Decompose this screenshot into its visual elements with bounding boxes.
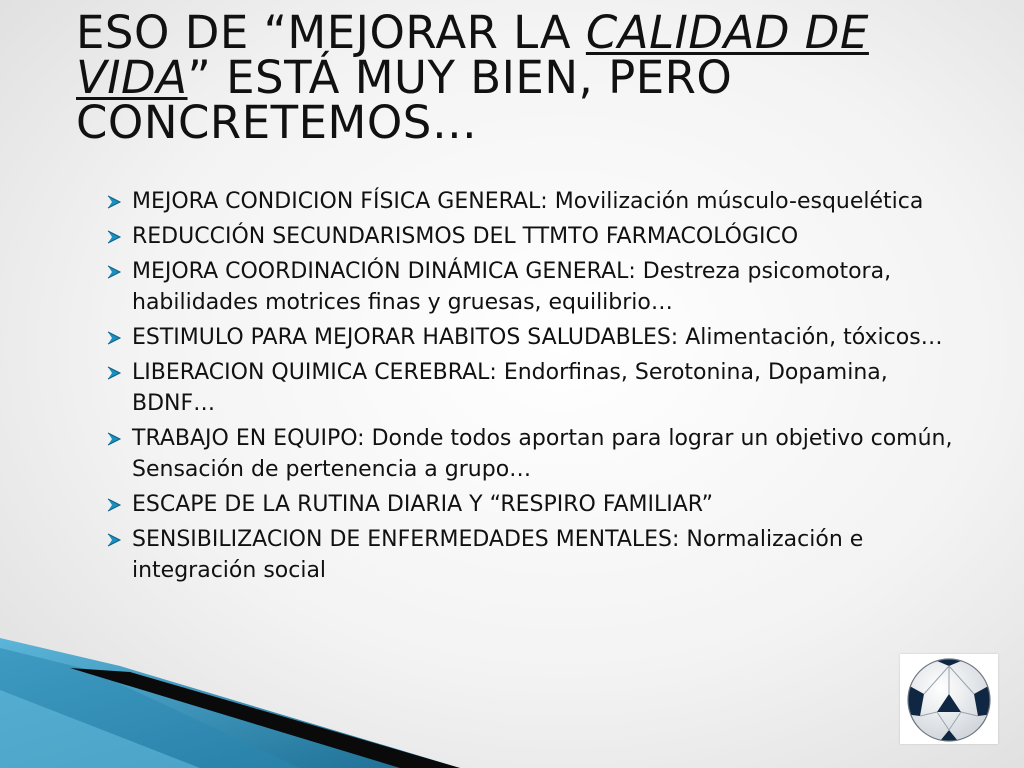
arrow-bullet-icon [106,229,122,245]
title-part-2: ” ESTÁ MUY BIEN, PERO CONCRETEMOS… [76,51,733,149]
title-underlined-1: CALIDAD DE [585,6,869,59]
corner-decoration [0,638,460,768]
bullet-text: MEJORA COORDINACIÓN DINÁMICA GENERAL: Destreza psicomotora, habilidades motrices finas y gruesas, equilibrio… [132,259,892,315]
bullet-text: ESCAPE DE LA RUTINA DIARIA Y “RESPIRO FAMILIAR” [132,492,714,517]
bullet-text: ESTIMULO PARA MEJORAR HABITOS SALUDABLES: Alimentación, tóxicos… [132,325,943,350]
bullet-item [104,423,964,485]
arrow-bullet-icon [106,365,122,381]
arrow-bullet-icon [106,264,122,280]
title-underlined-2: VIDA [76,51,188,104]
soccer-ball-icon [900,654,998,744]
bullet-item [104,357,964,419]
bullet-item [104,322,964,353]
bullet-item [104,524,964,586]
bullet-text: REDUCCIÓN SECUNDARISMOS DEL TTMTO FARMACOLÓGICO [132,224,799,249]
title-part-1: ESO DE “MEJORAR LA [76,6,586,59]
arrow-bullet-icon [106,431,122,447]
bullet-text: TRABAJO EN EQUIPO: Donde todos aportan para lograr un objetivo común, Sensación de pertenencia a grupo… [132,426,953,482]
bullet-text: MEJORA CONDICION FÍSICA GENERAL: Movilización músculo-esquelética [132,189,924,214]
bullet-item [104,256,964,318]
arrow-bullet-icon [106,194,122,210]
soccer-ball-image [900,654,998,744]
arrow-bullet-icon [106,497,122,513]
bullet-list [104,186,964,590]
arrow-bullet-icon [106,330,122,346]
arrow-bullet-icon [106,532,122,548]
bullet-text: LIBERACION QUIMICA CEREBRAL: Endorfinas, Serotonina, Dopamina, BDNF… [132,360,888,416]
slide-title [76,6,976,149]
bullet-item [104,489,964,520]
bullet-item [104,221,964,252]
bullet-item [104,186,964,217]
bullet-text: SENSIBILIZACION DE ENFERMEDADES MENTALES: Normalización e integración social [132,527,864,583]
